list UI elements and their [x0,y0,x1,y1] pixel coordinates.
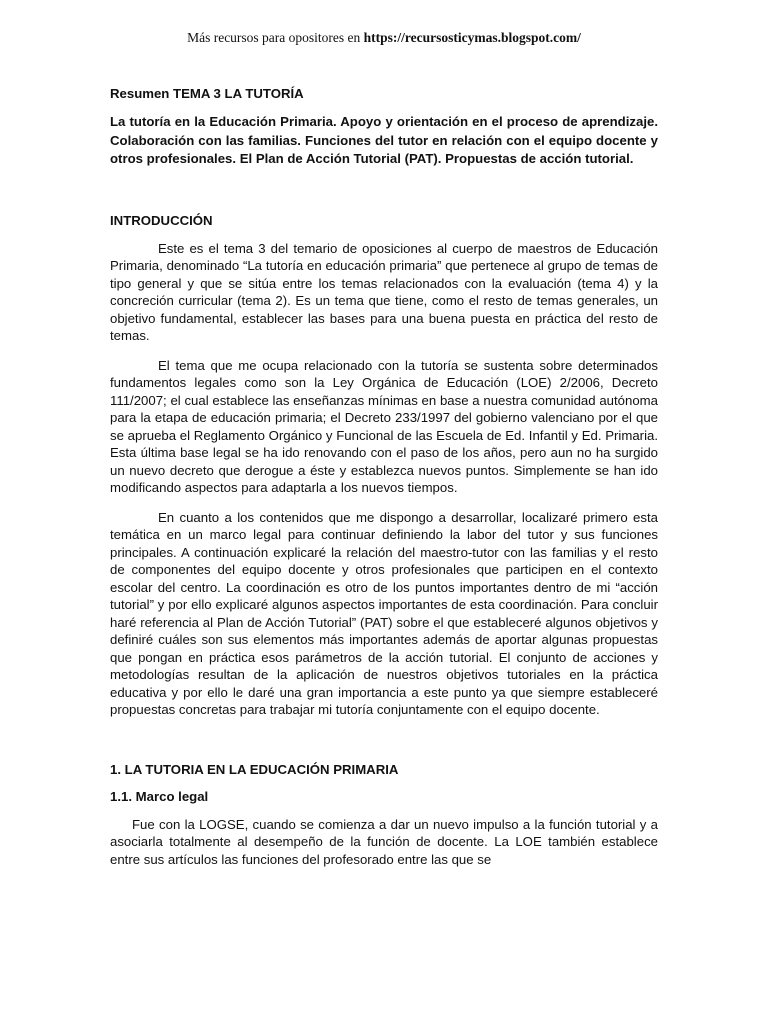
topic-description: La tutoría en la Educación Primaria. Apoyo y orientación en el proceso de aprendizaje. Colaboración con las familias. Funciones del tutor en relación con el equipo docente y otros profesionales. El Plan de Acción Tutorial (PAT). Propuestas de acción tutorial. [110,114,658,166]
header-prefix: Más recursos para opositores en [187,30,364,45]
intro-paragraph-3: En cuanto a los contenidos que me dispongo a desarrollar, localizaré primero esta temática en un marco legal para continuar definiendo la labor del tutor y sus funciones principales. A continuación explicaré la relación del maestro-tutor con las familias y el resto de componentes del equipo docente y otros profesionales que participen en el contexto escolar del centro. La coordinación es otro de los puntos importantes dentro de mi “acción tutorial” y por ello explicaré algunos aspectos importantes de esta coordinación. Para concluir haré referencia al Plan de Acción Tutorial” (PAT) sobre el que estableceré algunos objetivos y definiré cuáles son sus elementos más importantes además de aportar algunas propuestas que pongan en práctica esos parámetros de la acción tutorial. El conjunto de acciones y metodologías resultan de la aplicación de nuestros objetivos tutoriales en la práctica educativa y por ello le daré una gran importancia a este punto ya que siempre estableceré propuestas concretas para trabajar mi tutoría conjuntamente con el equipo docente. [110,509,658,717]
intro-paragraph-2: El tema que me ocupa relacionado con la tutoría se sustenta sobre determinados fundamentos legales como son la Ley Orgánica de Educación (LOE) 2/2006, Decreto 111/2007; el cual establece las enseñanzas mínimas en base a nuestra comunidad autónoma para la etapa de educación primaria; el Decreto 233/1997 del gobierno valenciano por el que se aprueba el Reglamento Orgánico y Funcional de las Escuela de Ed. Infantil y Ed. Primaria. Esta última base legal se ha ido renovando con el paso de los años, pero aun no ha surgido un nuevo decreto que derogue a éste y establezca nuevos puntos. Simplemente se han ido modificando aspectos para adaptarla a los nuevos tiempos. [110,357,658,495]
section-1-heading: 1. LA TUTORIA EN LA EDUCACIÓN PRIMARIA [110,761,399,777]
header-url-link[interactable]: https://recursosticymas.blogspot.com/ [363,30,581,45]
page-header [110,30,658,46]
document-title: Resumen TEMA 3 LA TUTORÍA [110,86,304,101]
introduction-heading: INTRODUCCIÓN [110,212,213,228]
intro-paragraph-1: Este es el tema 3 del temario de oposiciones al cuerpo de maestros de Educación Primaria, denominado “La tutoría en educación primaria” que pertenece al grupo de temas de tipo general y que se sitúa entre los temas relacionados con la evaluación (tema 4) y la concreción curricular (tema 2). Es un tema que tiene, como el resto de temas generales, un objetivo fundamental, establecer las bases para una buena puesta en práctica del resto de temas. [110,240,658,343]
subsection-1-1-heading: 1.1. Marco legal [110,788,209,804]
subsection-1-1-paragraph: Fue con la LOGSE, cuando se comienza a dar un nuevo impulso a la función tutorial y a asociarla totalmente al desempeño de la función de docente. La LOE también establece entre sus artículos las funciones del profesorado entre las que se [110,816,658,867]
